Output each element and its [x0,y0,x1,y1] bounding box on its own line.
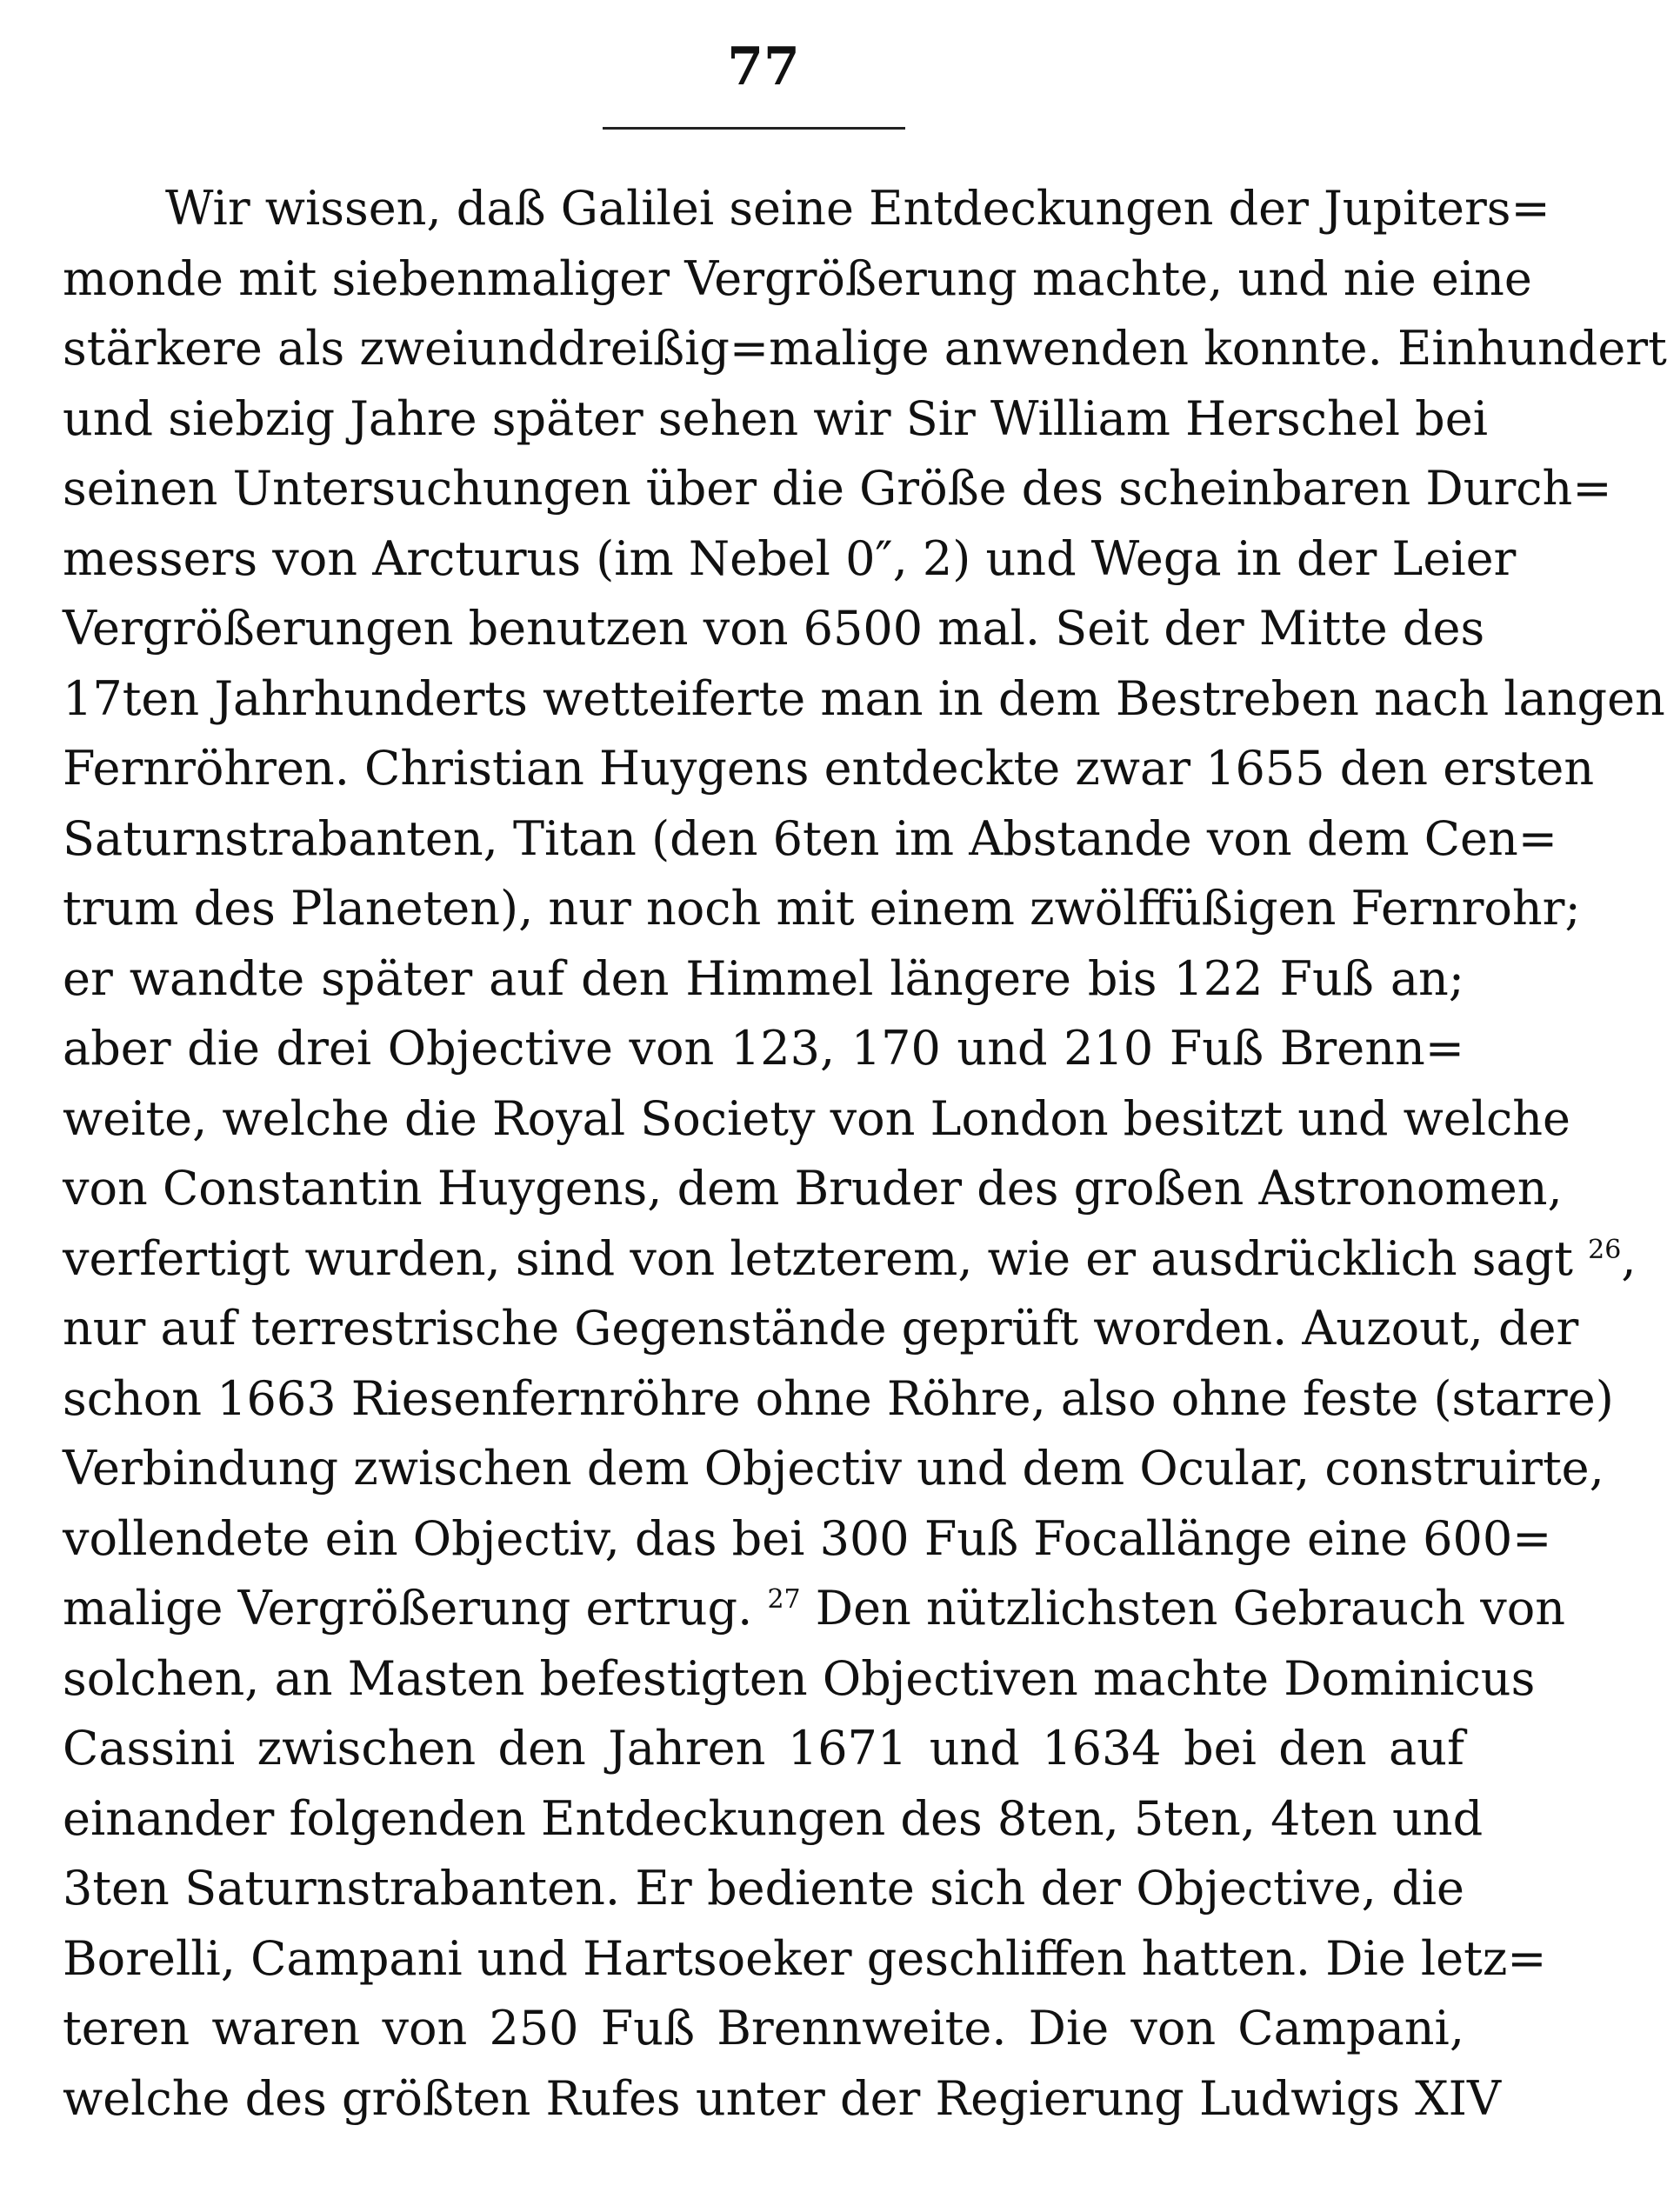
text-line-25: 3ten Saturnstrabanten. Er bediente sich der Objective, die [63,1861,1464,1916]
text-line-5: seinen Untersuchungen über die Größe des scheinbaren Durch= [63,461,1612,516]
footnote-ref-26: 26 [1588,1234,1622,1265]
text-line-3: stärkere als zweiunddreißig=malige anwenden konnte. Einhundert [63,321,1667,376]
text-line-7: Vergrößerungen benutzen von 6500 mal. Seit der Mitte des [63,601,1485,656]
text-line-23: Cassini zwischen den Jahren 1671 und 1634 bei den auf [63,1721,1464,1776]
text-line-2: monde mit siebenmaliger Vergrößerung machte, und nie eine [63,250,1532,306]
footnote-ref-26-comma: , [1621,1230,1637,1286]
text-line-13: aber die drei Objective von 123, 170 und 210 Fuß Brenn= [63,1021,1464,1076]
footnote-ref-27: 27 [767,1584,801,1615]
header-rule [603,127,905,130]
text-line-19: Verbindung zwischen dem Objectiv und dem Ocular, construirte, [63,1441,1604,1496]
text-line-11: trum des Planeten), nur noch mit einem zwölffüßigen Fernrohr; [63,881,1581,936]
body-text [63,174,1667,2134]
text-line-14: weite, welche die Royal Society von London besitzt und welche [63,1090,1571,1146]
text-line-21 [63,1574,1566,1644]
text-line-1: Wir wissen, daß Galilei seine Entdeckungen der Jupiters= [165,181,1550,236]
text-line-26: Borelli, Campani und Hartsoeker geschliffen hatten. Die letz= [63,1930,1547,1986]
text-line-24: einander folgenden Entdeckungen des 8ten, 5ten, 4ten und [63,1790,1484,1846]
text-line-21-body: malige Vergrößerung ertrug. [63,1581,753,1636]
text-line-27: teren waren von 250 Fuß Brennweite. Die von Campani, [63,2001,1464,2055]
text-line-16-body: verfertigt wurden, sind von letzterem, wie er ausdrücklich sagt [63,1230,1573,1286]
text-line-10: Saturnstrabanten, Titan (den 6ten im Abstande von dem Cen= [63,810,1558,866]
text-line-21-tail: Den nützlichsten Gebrauch von [815,1581,1566,1636]
text-line-9: Fernröhren. Christian Huygens entdeckte zwar 1655 den ersten [63,741,1595,796]
text-line-6: messers von Arcturus (im Nebel 0″, 2) und Wega in der Leier [63,530,1517,586]
text-line-8: 17ten Jahrhunderts wetteiferte man in dem Bestreben nach langen [63,670,1665,726]
text-line-12: er wandte später auf den Himmel längere bis 122 Fuß an; [63,950,1464,1006]
text-line-17: nur auf terrestrische Gegenstände geprüft worden. Auzout, der [63,1301,1579,1356]
text-line-18: schon 1663 Riesenfernröhre ohne Röhre, also ohne feste (starre) [63,1370,1614,1426]
page-number: 77 [727,37,800,97]
text-line-20: vollendete ein Objectiv, das bei 300 Fuß Focallänge eine 600= [63,1510,1552,1566]
text-line-15: von Constantin Huygens, dem Bruder des großen Astronomen, [63,1161,1563,1216]
text-line-16 [63,1224,1637,1295]
text-line-28: welche des größten Rufes unter der Regierung Ludwigs XIV [63,2070,1501,2126]
text-line-4: und siebzig Jahre später sehen wir Sir William Herschel bei [63,390,1488,446]
text-line-22: solchen, an Masten befestigten Objectiven machte Dominicus [63,1650,1536,1706]
